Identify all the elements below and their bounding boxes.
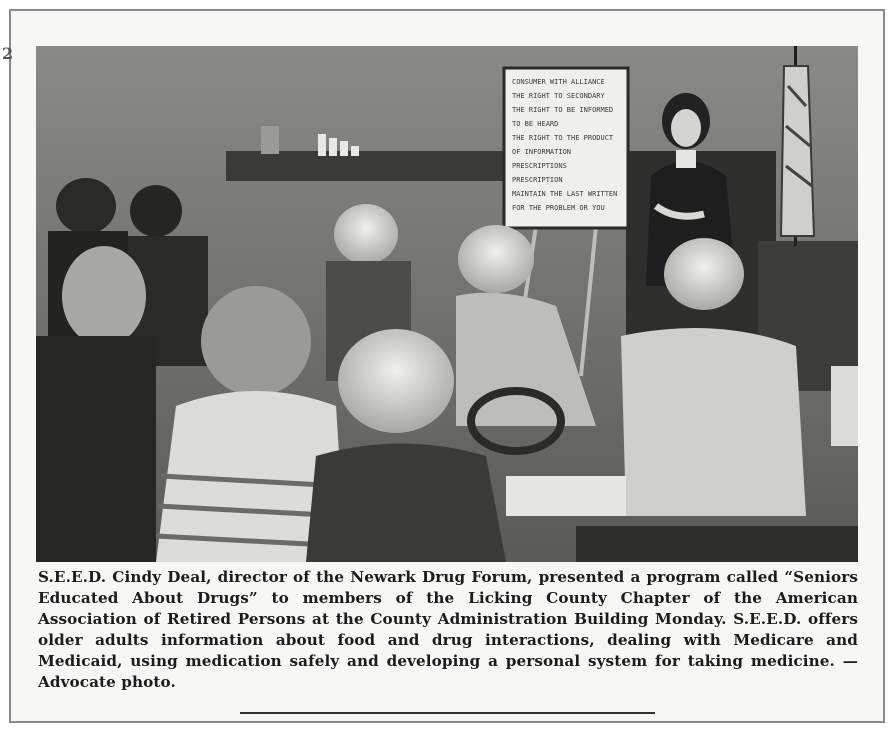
svg-text:TO BE HEARD: TO BE HEARD — [512, 120, 559, 128]
refreshment-table — [226, 151, 526, 181]
svg-text:OF INFORMATION: OF INFORMATION — [512, 148, 572, 156]
svg-text:THE RIGHT TO THE PRODUCT: THE RIGHT TO THE PRODUCT — [512, 134, 614, 142]
page-edge-number: 2 — [2, 44, 14, 63]
newspaper-photo — [36, 46, 858, 562]
svg-text:PRESCRIPTIONS: PRESCRIPTIONS — [512, 162, 567, 170]
pitcher — [261, 126, 279, 154]
svg-text:FOR THE PROBLEM OR YOU: FOR THE PROBLEM OR YOU — [512, 204, 605, 212]
flag — [781, 66, 814, 236]
svg-text:PRESCRIPTION: PRESCRIPTION — [512, 176, 563, 184]
photo-caption: S.E.E.D. Cindy Deal, director of the Newark Drug Forum, presented a program called “Seniors Educated About Drugs” to members of the Licking County Chapter of the American Association of Retired Persons at the County Administration Building Monday. S.E.E.D. offers older adults information about food and drug interactions, dealing with Medicare and Medicaid, using medication safely and developing a personal system for taking medicine. — Advocate photo. — [38, 568, 858, 692]
svg-text:THE RIGHT TO BE INFORMED: THE RIGHT TO BE INFORMED — [512, 106, 614, 114]
photo-illustration — [36, 46, 858, 562]
bottom-rule — [240, 712, 655, 714]
svg-text:CONSUMER WITH ALLIANCE: CONSUMER WITH ALLIANCE — [512, 78, 605, 86]
svg-text:THE RIGHT TO SECONDARY: THE RIGHT TO SECONDARY — [512, 92, 605, 100]
svg-text:MAINTAIN THE LAST WRITTEN: MAINTAIN THE LAST WRITTEN — [512, 190, 618, 198]
